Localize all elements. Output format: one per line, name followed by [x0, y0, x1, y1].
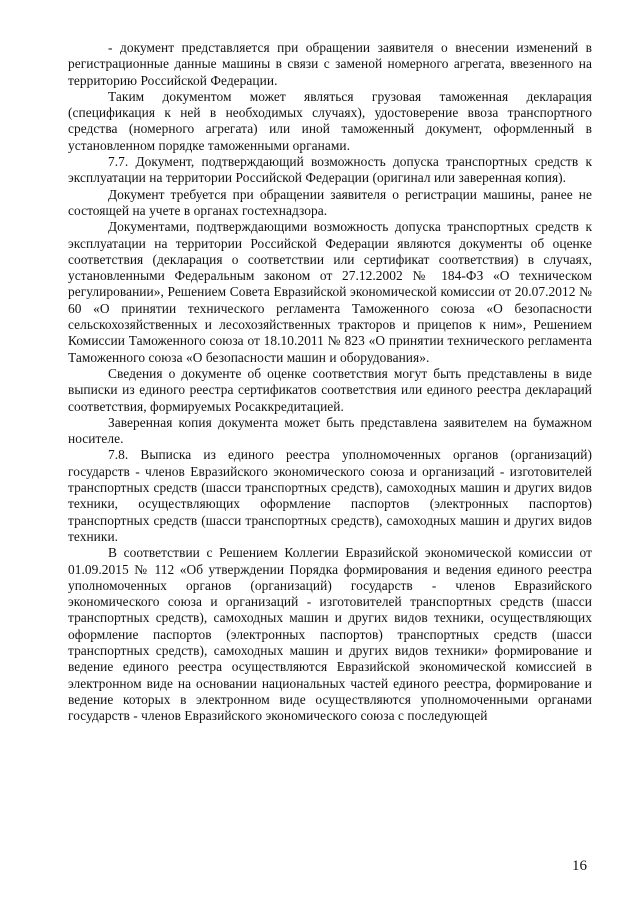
- paragraph-conformity-documents: Документами, подтверждающими возможность допуска транспортных средств к эксплуатации на территории Российской Федерации являются документы об оценке соответствия (декларация о соответствии или сертификат соответствия) в случаях, установленными Федеральным законом от 27.12.2002 № 184-ФЗ «О техническом регулировании», Решением Совета Евразийской экономической комиссии от 20.07.2012 № 60 «О принятии технического регламента Таможенного союза «О безопасности сельскохозяйственных и лесохозяйственных тракторов и прицепов к ним», Решением Комиссии Таможенного союза от 18.10.2011 № 823 «О принятии технического регламента Таможенного союза «О безопасности машин и оборудования».: [68, 219, 592, 365]
- paragraph-registration-change-note: - документ представляется при обращении заявителя о внесении изменений в регистрационные данные машины в связи с заменой номерного агрегата, ввезенного на территорию Российской Федерации.: [68, 40, 592, 88]
- paragraph-7-8-heading: 7.8. Выписка из единого реестра уполномоченных органов (организаций) государств - членов Евразийского экономического союза и организаций - изготовителей транспортных средств (шасси транспортных средств), самоходных машин и других видов техники, осуществляющих оформление паспортов (электронных паспортов) транспортных средств (шасси транспортных средств), самоходных машин и других видов техники.: [68, 447, 592, 544]
- paragraph-7-7-heading: 7.7. Документ, подтверждающий возможность допуска транспортных средств к эксплуатации на территории Российской Федерации (оригинал или заверенная копия).: [68, 154, 592, 186]
- paragraph-document-required: Документ требуется при обращении заявителя о регистрации машины, ранее не состоящей на учете в органах гостехнадзора.: [68, 186, 592, 218]
- page-number: 16: [572, 858, 587, 874]
- paragraph-eec-decision: В соответствии с Решением Коллегии Евразийской экономической комиссии от 01.09.2015 № 112 «Об утверждении Порядка формирования и ведения единого реестра уполномоченных органов (организаций) государств - членов Евразийского экономического союза и организаций - изготовителей транспортных средств (шасси транспортных средств), самоходных машин и других видов техники, осуществляющих оформление паспортов (электронных паспортов) транспортных средств (шасси транспортных средств), самоходных машин и других видов техники» формирование и ведение единого реестра осуществляются Евразийской экономической комиссией в электронном виде на основании национальных частей единого реестра, формирование и ведение которых в электронном виде осуществляются уполномоченными органами государств - членов Евразийского экономического союза с последующей: [68, 545, 592, 724]
- document-body: [68, 40, 592, 724]
- paragraph-certified-copy: Заверенная копия документа может быть представлена заявителем на бумажном носителе.: [68, 414, 592, 447]
- paragraph-conformity-registry: Сведения о документе об оценке соответствия могут быть представлены в виде выписки из единого реестра сертификатов соответствия или единого реестра деклараций соответствия, формируемых Росаккредитацией.: [68, 365, 592, 414]
- paragraph-customs-document: Таким документом может являться грузовая таможенная декларация (спецификация к ней в необходимых случаях), удостоверение ввоза транспортного средства (номерного агрегата) или иной таможенный документ, оформленный в установленном порядке таможенными органами.: [68, 88, 592, 153]
